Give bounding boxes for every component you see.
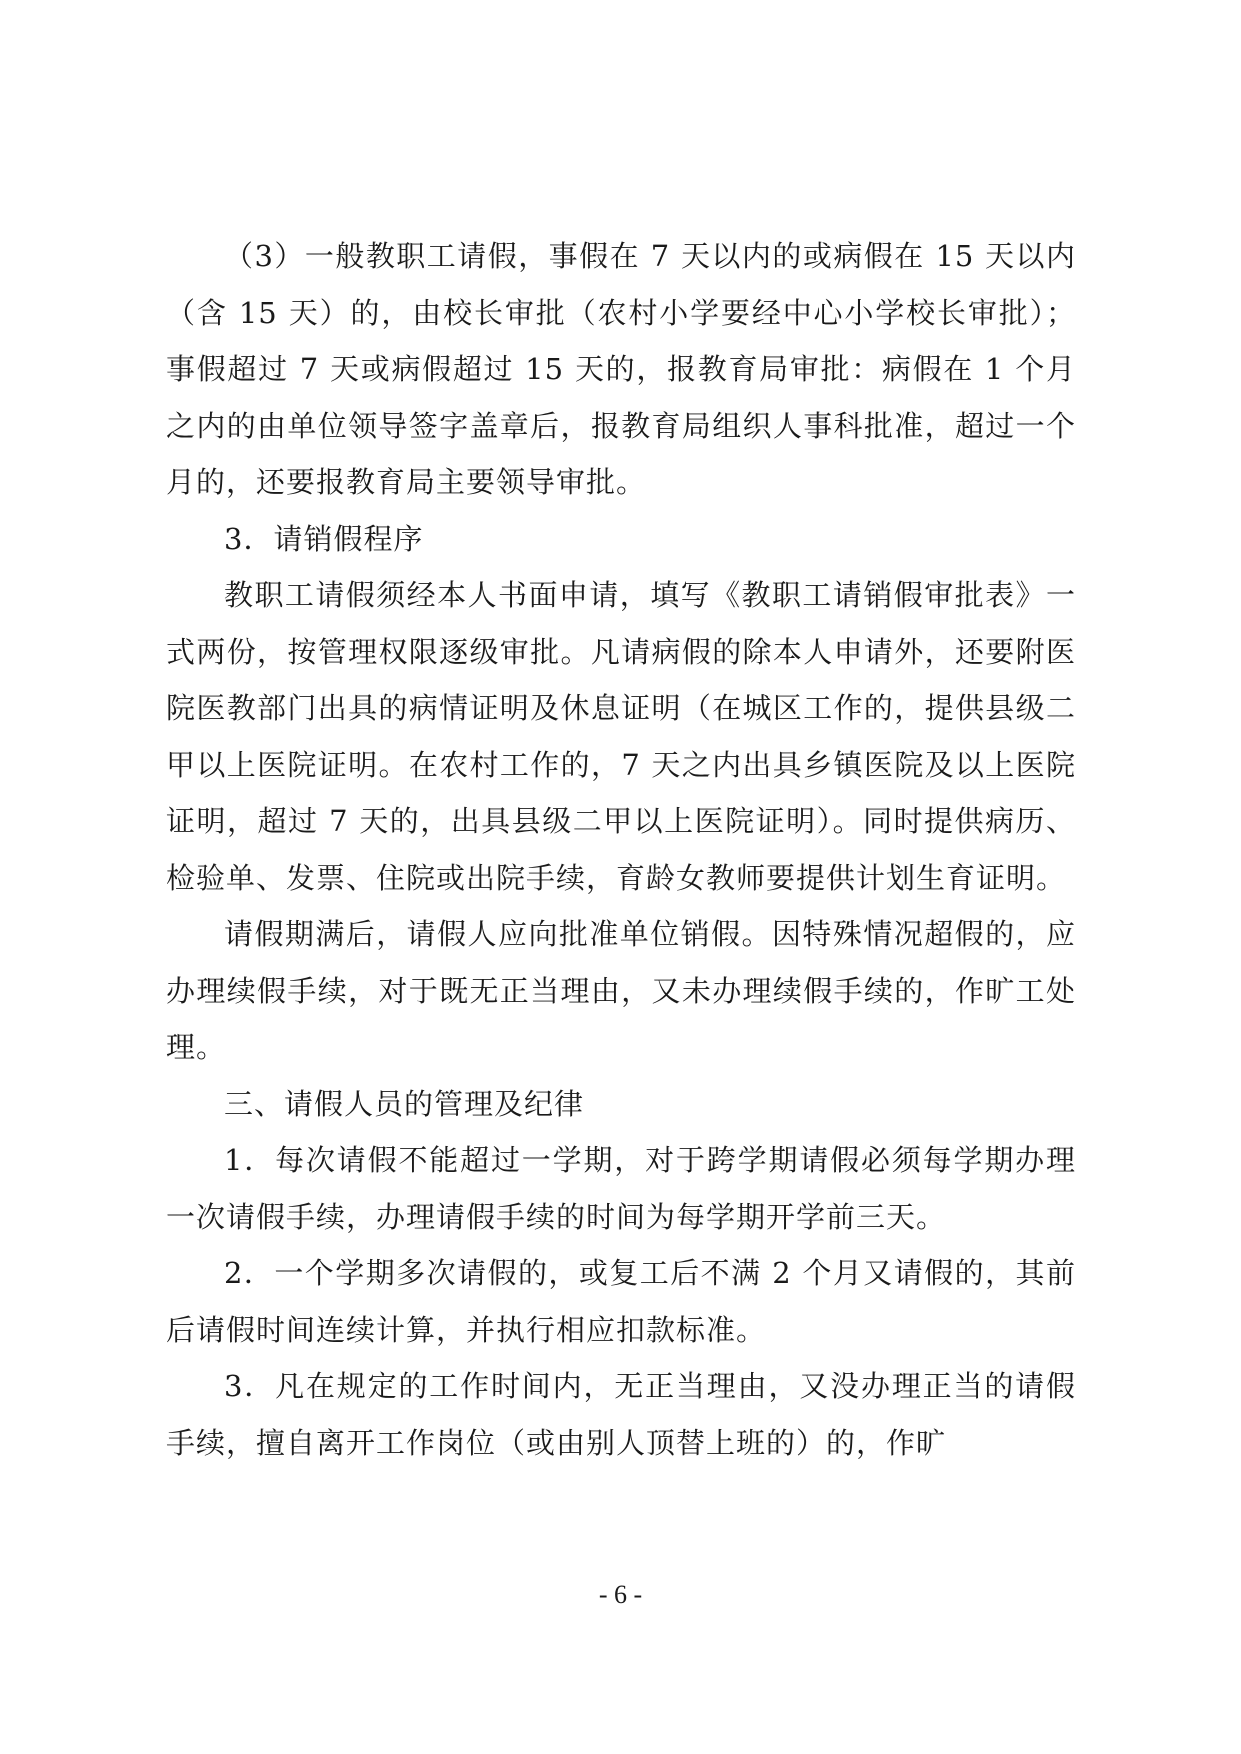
paragraph-rule-2: 2．一个学期多次请假的，或复工后不满 2 个月又请假的，其前后请假时间连续计算，并执行相应扣款标准。 xyxy=(166,1256,1076,1347)
paragraph-approval-authority: （3）一般教职工请假，事假在 7 天以内的或病假在 15 天以内（含 15 天）的，由校长审批（农村小学要经中心小学校长审批）；事假超过 7 天或病假超过 15 天的，报教育局审批：病假在 1 个月之内的由单位领导签字盖章后，报教育局组织人事科批准，超过一个月的，还要报教育局主要领导审批。 xyxy=(166,239,1076,499)
section-title-management-discipline: 三、请假人员的管理及纪律 xyxy=(224,1086,585,1121)
page-number: - 6 - xyxy=(598,1580,643,1609)
paragraph-application-process: 教职工请假须经本人书面申请，填写《教职工请销假审批表》一式两份，按管理权限逐级审批。凡请病假的除本人申请外，还要附医院医教部门出具的病情证明及休息证明（在城区工作的，提供县级二甲以上医院证明。在农村工作的，7 天之内出具乡镇医院及以上医院证明，超过 7 天的，出具县级二甲以上医院证明）。同时提供病历、检验单、发票、住院或出院手续，育龄女教师要提供计划生育证明。 xyxy=(166,578,1076,895)
paragraph-leave-cancellation: 请假期满后，请假人应向批准单位销假。因特殊情况超假的，应办理续假手续，对于既无正当理由，又未办理续假手续的，作旷工处理。 xyxy=(166,917,1076,1064)
page-body xyxy=(166,228,1076,1471)
paragraph-rule-1: 1．每次请假不能超过一学期，对于跨学期请假必须每学期办理一次请假手续，办理请假手续的时间为每学期开学前三天。 xyxy=(166,1143,1076,1234)
heading-leave-procedure: 3．请销假程序 xyxy=(224,521,424,556)
paragraph-rule-3: 3．凡在规定的工作时间内，无正当理由，又没办理正当的请假手续，擅自离开工作岗位（或由别人顶替上班的）的，作旷 xyxy=(166,1369,1076,1460)
